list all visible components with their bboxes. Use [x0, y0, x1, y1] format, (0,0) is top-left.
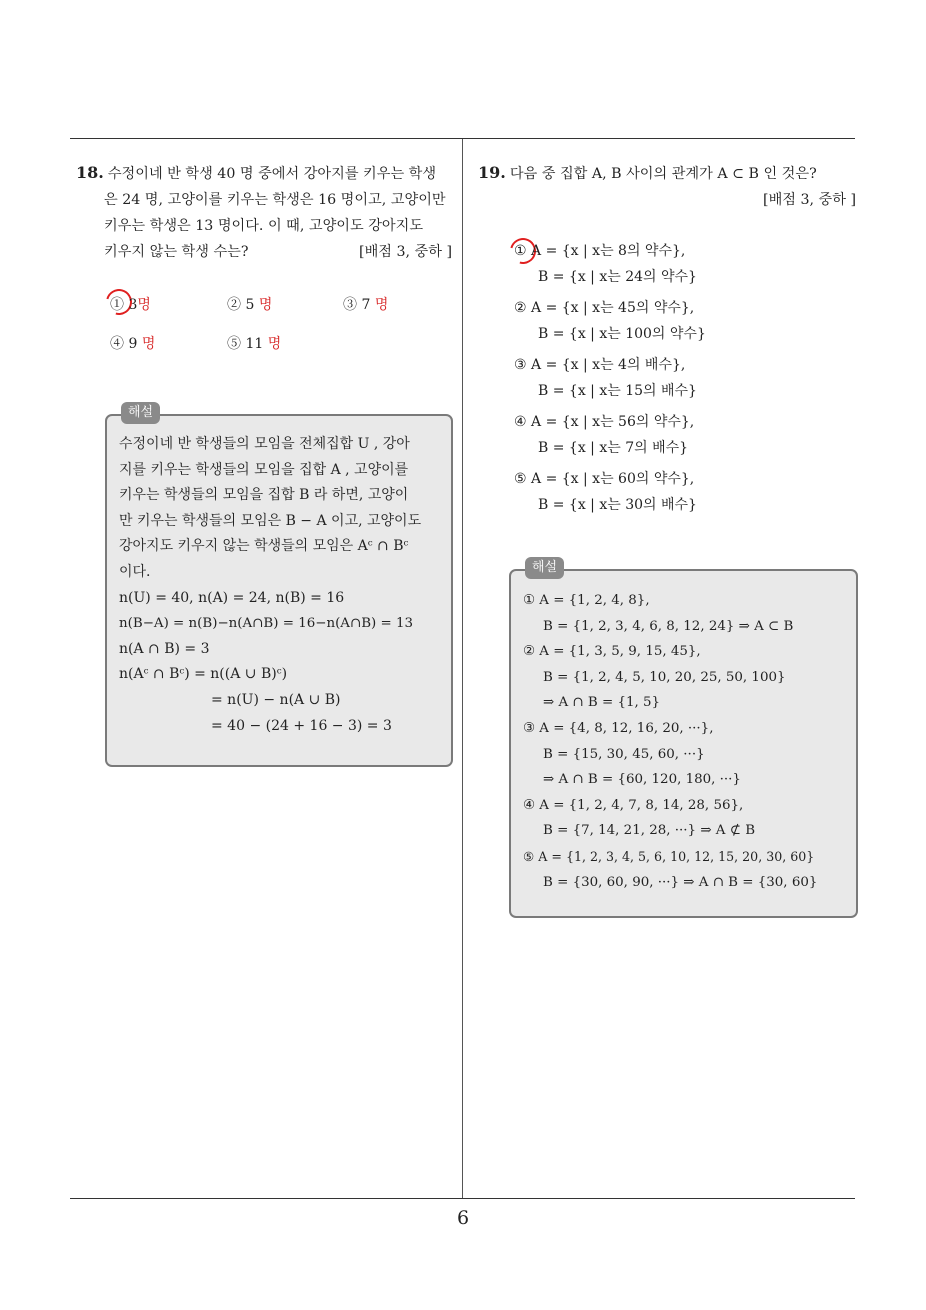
- question-19: [478, 160, 856, 213]
- q19-option-3[interactable]: ③ A = {x | x는 4의 배수}, B = {x | x는 15의 배수}: [514, 357, 697, 399]
- q18-choice-1[interactable]: ① 3명: [110, 297, 151, 313]
- question-18-line-3: 키우는 학생은 13 명이다. 이 때, 고양이도 강아지도: [104, 218, 424, 234]
- q18-choice-5[interactable]: ⑤ 11 명: [227, 336, 282, 352]
- q19-option-2[interactable]: ② A = {x | x는 45의 약수}, B = {x | x는 100의 약수}: [514, 300, 706, 342]
- question-18-score: [배점 3, 중하 ]: [359, 244, 452, 260]
- q18-choice-2[interactable]: ② 5 명: [227, 297, 273, 313]
- q18-solution-box: [105, 405, 453, 767]
- footer-rule: [70, 1198, 855, 1199]
- solution-label: 해설: [121, 402, 160, 424]
- q18-choice-4[interactable]: ④ 9 명: [110, 336, 156, 352]
- question-19-line-1: 19. 다음 중 집합 A, B 사이의 관계가 A ⊂ B 인 것은?: [478, 163, 817, 182]
- question-18-line-2: 은 24 명, 고양이를 키우는 학생은 16 명이고, 고양이만: [104, 192, 446, 208]
- column-divider: [462, 139, 463, 1199]
- q18-choice-3[interactable]: ③ 7 명: [343, 297, 389, 313]
- question-18-line-4: 키우지 않는 학생 수는? [배점 3, 중하 ]: [76, 239, 452, 265]
- solution-label: 해설: [525, 557, 564, 579]
- q19-solution-box: [509, 560, 858, 918]
- question-18-line-1: 18. 수정이네 반 학생 40 명 중에서 강아지를 키우는 학생: [76, 163, 437, 182]
- question-18: [76, 160, 452, 265]
- q19-option-5[interactable]: ⑤ A = {x | x는 60의 약수}, B = {x | x는 30의 배수}: [514, 471, 697, 513]
- q18-solution-text: 수정이네 반 학생들의 모임을 전체집합 U , 강아 지를 키우는 학생들의 모임을 집합 A , 고양이를 키우는 학생들의 모임을 집합 B 라 하면, 고양이 만 키우는 학생들의 모임은 B − A 이고, 고양이도 강아지도 키우지 않는 학생들의 모임은 Aᶜ ∩ Bᶜ 이다. n(U) = 40, n(A) = 24, n(B) = 16 n(B−A) = n(B)−n(A∩B) = 16−n(A∩B) = 13 n(A ∩ B) = 3 n(Aᶜ ∩ Bᶜ) = n((A ∪ B)ᶜ) = n(U) − n(A ∪ B) = 40 − (24 + 16 − 3) = 3: [119, 436, 422, 734]
- q19-option-4[interactable]: ④ A = {x | x는 56의 약수}, B = {x | x는 7의 배수}: [514, 414, 695, 456]
- question-19-number: 19.: [478, 163, 506, 182]
- question-19-score: [배점 3, 중하 ]: [763, 192, 856, 208]
- page-number: 6: [456, 1207, 470, 1229]
- q19-option-1[interactable]: ① A = {x | x는 8의 약수}, B = {x | x는 24의 약수}: [514, 243, 697, 285]
- q19-solution-text: ① A = {1, 2, 4, 8}, B = {1, 2, 3, 4, 6, 8, 12, 24} ⇒ A ⊂ B ② A = {1, 3, 5, 9, 15, 45}, B = {1, 2, 4, 5, 10, 20, 25, 50, 100} ⇒ A ∩ B = {1, 5} ③ A = {4, 8, 12, 16, 20, ···}, B = {15, 30, 45, 60, ···} ⇒ A ∩ B = {60, 120, 180, ···} ④ A = {1, 2, 4, 7, 8, 14, 28, 56}, B = {7, 14, 21, 28, ···} ⇒ A ⊄ B ⑤ A = {1, 2, 3, 4, 5, 6, 10, 12, 15, 20, 30, 60} B = {30, 60, 90, ···} ⇒ A ∩ B = {30, 60}: [523, 593, 818, 890]
- question-18-number: 18.: [76, 163, 104, 182]
